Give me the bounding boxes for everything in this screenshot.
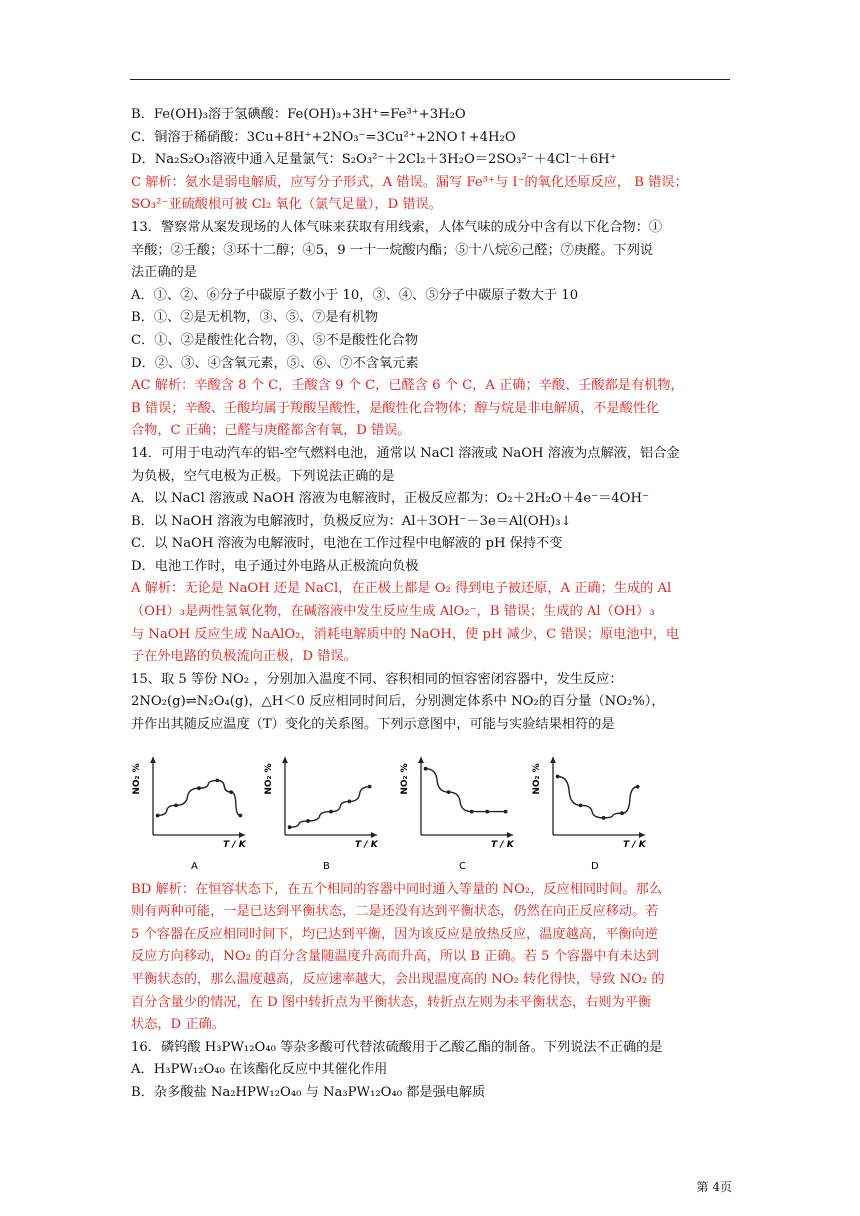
text-line: 2NO₂(g)⇌N₂O₄(g)，△H＜0 反应相同时间后，分别测定体系中 NO₂的百分量（NO₂%）， [131,694,665,710]
chart-svg [263,743,383,875]
text-line: C．铜溶于稀硝酸：3Cu+8H⁺+2NO₃⁻=3Cu²⁺+2NO↑+4H₂O [131,129,516,145]
data-point [216,778,220,782]
text-line: C．以 NaOH 溶液为电解液时，电池在工作过程中电解液的 pH 保持不变 [131,536,563,552]
data-point [156,813,160,817]
text-line: 14．可用于电动汽车的铝-空气燃料电池，通常以 NaCl 溶液或 NaOH 溶液为点解液，铝合金 [131,445,680,461]
text-line: BD 解析：在恒容状态下，在五个相同的容器中同时通入等量的 NO₂，反应相同时间。那么 [131,881,663,897]
y-axis-label: NO₂ % [132,762,142,795]
page-number: 第 4页 [696,1180,732,1194]
text-line: 反应方向移动，NO₂ 的百分含量随温度升高而升高，所以 B 正确。若 5 个容器中有未达到 [131,949,660,965]
data-point [579,803,583,807]
text-line: D．②、③、④含氧元素，⑤、⑥、⑦不含氧元素 [131,355,419,371]
text-block-top [131,104,731,737]
y-axis-arrow [150,757,156,763]
text-line: 则有两种可能，一是已达到平衡状态，二是还没有达到平衡状态，仍然在向正反应移动。若 [131,904,659,920]
x-axis-arrow [507,832,513,838]
data-point [470,809,474,813]
data-point [556,774,560,778]
text-line: B．以 NaOH 溶液为电解液时，负极反应为：Al＋3OH⁻－3e＝Al(OH)₃↓ [131,513,572,529]
text-line: 与 NaOH 反应生成 NaAlO₂，消耗电解质中的 NaOH，使 pH 减少，C 错误；原电池中，电 [131,626,680,642]
figure-row [131,743,731,875]
page-content [131,104,731,1105]
x-axis-label: T / K [355,839,378,850]
text-line: 法正确的是 [131,265,197,281]
text-line: SO₃²⁻亚硫酸根可被 Cl₂ 氧化（氯气足量），D 错误。 [131,197,442,213]
text-line: B．杂多酸盐 Na₂HPW₁₂O₄₀ 与 Na₃PW₁₂O₄₀ 都是强电解质 [131,1084,486,1100]
chart-label: B [323,860,330,872]
text-line: 子在外电路的负极流向正极，D 错误。 [131,649,357,665]
y-axis-arrow [282,757,288,763]
y-axis-arrow [550,757,556,763]
text-line: 辛酸；②壬酸；③环十二醇；④5，9 一十一烷酸内酯；⑤十八烷⑥己醛；⑦庚醛。下列说 [131,242,654,258]
chart-b [263,743,383,875]
text-line: D．Na₂S₂O₃溶液中通入足量氯气：S₂O₃²⁻＋2Cl₂＋3H₂O＝2SO₃²⁻＋4Cl⁻＋6H⁺ [131,152,617,168]
text-line: C．①、②是酸性化合物，③、⑤不是酸性化合物 [131,332,419,348]
data-point [504,809,508,813]
data-point [174,803,178,807]
text-line: B．Fe(OH)₃溶于氢碘酸：Fe(OH)₃+3H⁺=Fe³⁺+3H₂O [131,107,466,122]
data-point [424,766,428,770]
y-axis-label: NO₂ % [532,762,542,795]
data-point [602,816,606,820]
text-line: B．①、②是无机物，③、⑤、⑦是有机物 [131,310,379,326]
text-line: C 解析：氨水是弱电解质，应写分子形式，A 错误。漏写 Fe³⁺与 I⁻的氧化还原反应， B 错误； [131,174,688,190]
series-line [290,786,370,827]
text-line: 5 个容器在反应相同时间下，均已达到平衡，因为该反应是放热反应，温度越高，平衡向逆 [131,926,658,942]
text-line: 13．警察常从案发现场的人体气味来获取有用线索，人体气味的成分中含有以下化合物：① [131,219,663,235]
series-line [426,768,506,811]
chart-label: A [191,860,198,872]
text-line: 状态，D 正确。 [131,1017,225,1033]
chart-c [399,743,519,875]
text-line: A 解析：无论是 NaOH 还是 NaCl，在正极上都是 O₂ 得到电子被还原，A 正确；生成的 Al [131,581,672,597]
x-axis-label: T / K [623,839,646,850]
data-point [620,811,624,815]
chart-svg [131,743,251,875]
data-point [368,784,372,788]
text-line: 平衡状态的，那么温度越高，反应速率越大，会出现温度高的 NO₂ 转化得快，导致 NO₂ 的 [131,972,665,987]
data-point [288,825,292,829]
data-point [636,784,640,788]
text-line: 百分含量少的情况，在 D 图中转折点为平衡状态，转折点左则为未平衡状态，右则为平衡 [131,994,652,1010]
chart-d [531,743,651,875]
text-line: 16．磷钨酸 H₃PW₁₂O₄₀ 等杂多酸可代替浓硫酸用于乙酸乙酯的制备。下列说法不正确的是 [131,1039,663,1055]
chart-svg [399,743,519,875]
chart-svg [531,743,651,875]
text-line: A．H₃PW₁₂O₄₀ 在该酯化反应中其催化作用 [131,1062,388,1078]
chart-a [131,743,251,875]
text-block-bottom [131,879,731,1105]
text-line: （OH）₃是两性氢氧化物，在碱溶液中发生反应生成 AlO₂⁻，B 错误；生成的 Al（OH）₃ [131,604,655,620]
text-line: A．以 NaCl 溶液或 NaOH 溶液为电解液时，正极反应都为：O₂＋2H₂O＋4e⁻＝4OH⁻ [131,491,649,507]
y-axis-label: NO₂ % [264,762,274,795]
x-axis-arrow [371,832,377,838]
series-line [558,776,638,817]
text-line: AC 解析：辛酸含 8 个 C，壬酸含 9 个 C，已醛含 6 个 C，A 正确；辛酸、壬酸都是有机物， [131,378,684,394]
data-point [239,813,243,817]
text-line: 并作出其随反应温度（T）变化的关系图。下列示意图中，可能与实验结果相符的是 [131,717,615,733]
data-point [197,786,201,790]
series-line [158,780,241,815]
chart-label: C [459,860,466,872]
chart-label: D [591,860,599,872]
text-line: D．电池工作时，电子通过外电路从正极流向负极 [131,558,419,574]
text-line: 合物，C 正确；己醛与庚醛都含有氧，D 错误。 [131,423,411,439]
data-point [306,819,310,823]
text-line: 为负极，空气电极为正极。下列说法正确的是 [131,468,395,484]
header-rule [130,79,730,80]
x-axis-arrow [239,832,245,838]
text-line: B 错误；辛酸、壬酸均属于羧酸呈酸性，是酸性化合物体；醇与烷是非电解质，不是酸性化 [131,400,660,416]
y-axis-arrow [418,757,424,763]
data-point [485,809,489,813]
data-point [229,790,233,794]
y-axis-label: NO₂ % [400,762,410,795]
data-point [329,809,333,813]
x-axis-arrow [639,832,645,838]
text-line: 15、取 5 等份 NO₂ ，分别加入温度不同、容积相同的恒容密闭容器中，发生反应： [131,671,623,687]
text-line: A．①、②、⑥分子中碳原子数小于 10，③、④、⑤分子中碳原子数大于 10 [131,287,579,303]
x-axis-label: T / K [491,839,514,850]
data-point [348,799,352,803]
x-axis-label: T / K [223,839,246,850]
data-point [447,790,451,794]
